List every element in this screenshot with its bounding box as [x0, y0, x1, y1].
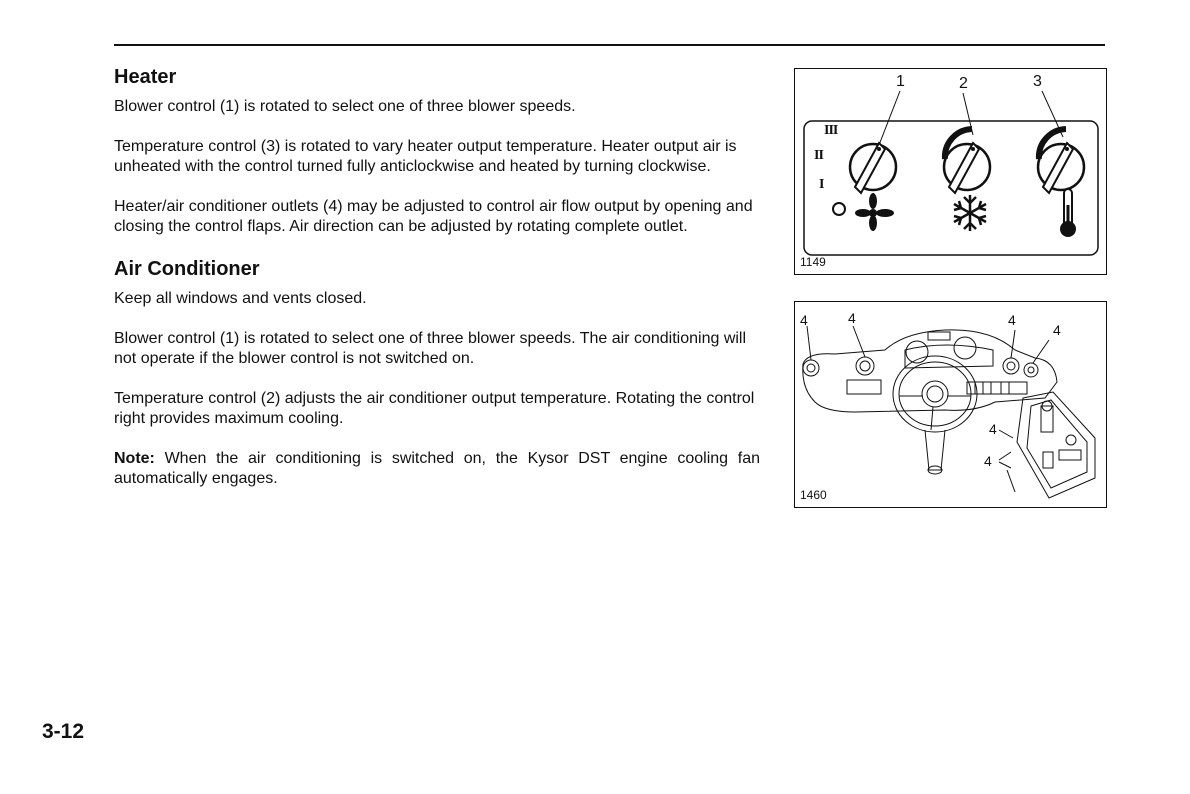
note-text: When the air conditioning is switched on, the Kysor DST engine cooling fan automatically engages.: [114, 450, 760, 487]
heater-paragraph-1: Blower control (1) is rotated to select one of three blower speeds.: [114, 98, 576, 115]
outlet-callout-2: 4: [848, 310, 856, 326]
speed-label-2: II: [814, 148, 823, 163]
speed-label-3: III: [824, 123, 838, 138]
callout-3: 3: [1033, 73, 1042, 90]
snowflake-icon: [954, 195, 986, 231]
figure-number: 1149: [800, 255, 826, 269]
text-column: [114, 65, 760, 509]
note-label: Note:: [114, 450, 155, 467]
off-position-icon: [833, 203, 845, 215]
fan-icon: [855, 193, 894, 231]
figure-number: 1460: [800, 488, 827, 502]
callout-2: 2: [959, 75, 968, 92]
speed-label-1: I: [819, 177, 825, 192]
header-rule: [114, 44, 1105, 46]
outlet-callout-5: 4: [989, 421, 997, 437]
note-paragraph: [114, 449, 760, 489]
page-number: 3-12: [42, 720, 85, 743]
air-conditioner-heading: Air Conditioner: [114, 258, 260, 280]
callout-1: 1: [896, 73, 905, 90]
ac-temperature-knob-icon: [944, 129, 990, 193]
outlet-callout-4: 4: [1053, 322, 1061, 338]
blower-knob-icon: [850, 143, 896, 193]
heater-paragraph-3: Heater/air conditioner outlets (4) may be adjusted to control air flow output by opening and closing the control flaps. Air direction can be adjusted by rotating complete outlet.: [114, 198, 753, 235]
heater-temperature-knob-icon: [1038, 129, 1084, 193]
ac-paragraph-3: Temperature control (2) adjusts the air conditioner output temperature. Rotating the control right provides maximum cooling.: [114, 390, 755, 427]
outlet-callout-1: 4: [800, 312, 808, 328]
thermometer-icon: [1060, 189, 1076, 237]
heater-paragraph-2: Temperature control (3) is rotated to vary heater output temperature. Heater output air is unheated with the control turned fully anticlockwise and heated by turning clockwise.: [114, 138, 737, 175]
outlet-callout-3: 4: [1008, 312, 1016, 328]
outlet-callout-6: 4: [984, 453, 992, 469]
control-panel-illustration: [795, 69, 1106, 274]
ac-paragraph-2: Blower control (1) is rotated to select one of three blower speeds. The air conditioning will not operate if the blower control is not switched on.: [114, 330, 747, 367]
figure-control-panel: [794, 68, 1107, 275]
figure-cab-dashboard: [794, 301, 1107, 508]
heater-heading: Heater: [114, 66, 177, 88]
ac-paragraph-1: Keep all windows and vents closed.: [114, 290, 367, 307]
